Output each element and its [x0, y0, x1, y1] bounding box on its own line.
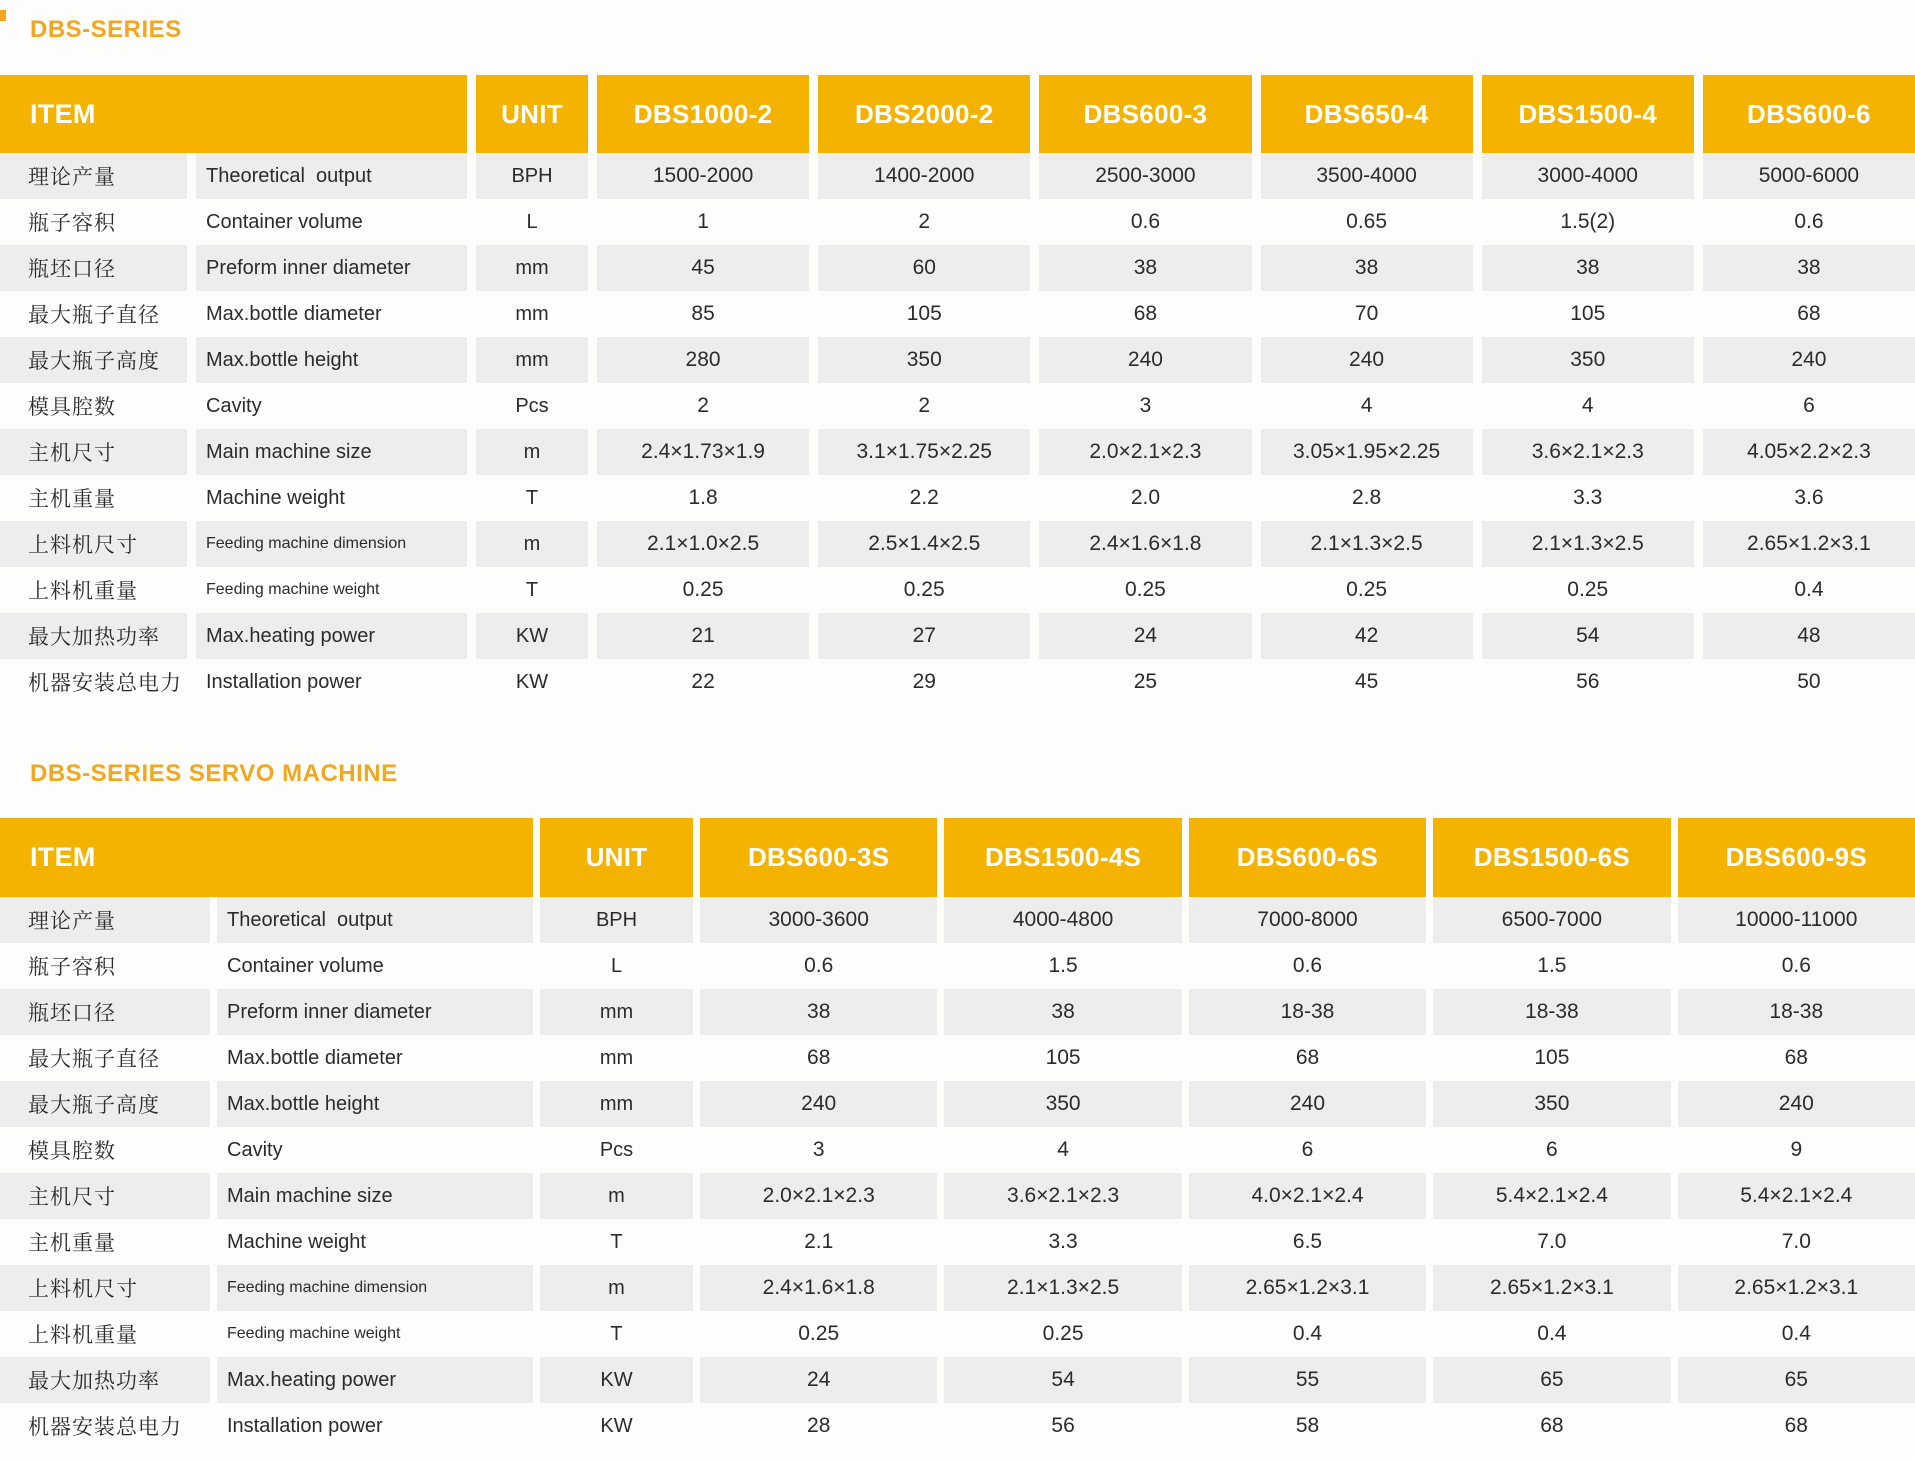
spec-value: 6	[1546, 1138, 1558, 1161]
spec-value: 38	[1703, 245, 1915, 291]
spec-value: 0.4	[1794, 578, 1824, 601]
spec-value: 1.5	[1048, 954, 1078, 977]
row-label-en: Installation power	[206, 670, 362, 693]
spec-value: 350	[1482, 337, 1694, 383]
row-label-zh: 机器安装总电力	[28, 672, 182, 695]
spec-value: 0.4	[1537, 1322, 1567, 1345]
spec-value: 350	[1433, 1081, 1670, 1127]
spec-value: 2.65×1.2×3.1	[1703, 521, 1915, 567]
spec-value: 4000-4800	[944, 897, 1181, 943]
spec-value: 105	[906, 302, 942, 325]
spec-value: 18-38	[1678, 989, 1915, 1035]
spec-value: 0.6	[1130, 210, 1161, 233]
row-unit: mm	[476, 245, 588, 291]
row-label-zh: 瓶坯口径	[0, 245, 187, 291]
spec-value: 68	[807, 1046, 831, 1069]
spec-value: 3.3	[1573, 486, 1603, 509]
spec-value: 2.65×1.2×3.1	[1678, 1265, 1915, 1311]
row-unit: KW	[540, 1357, 693, 1403]
spec-value: 9	[1790, 1138, 1803, 1161]
spec-value: 2.4×1.6×1.8	[1039, 521, 1251, 567]
spec-value: 3.05×1.95×2.25	[1261, 429, 1473, 475]
section-title-dbs-series: DBS-SERIES	[30, 16, 182, 43]
spec-value: 68	[1133, 302, 1158, 325]
spec-value: 38	[1261, 245, 1473, 291]
spec-value: 1.5(2)	[1560, 210, 1616, 233]
spec-value: 7.0	[1537, 1230, 1567, 1253]
row-unit: T	[610, 1322, 623, 1345]
spec-value: 58	[1295, 1414, 1320, 1437]
spec-value: 28	[807, 1414, 831, 1437]
item-header: ITEM	[0, 818, 533, 897]
row-unit: m	[540, 1265, 693, 1311]
spec-value: 0.25	[1346, 578, 1388, 601]
row-unit: mm	[540, 1081, 693, 1127]
spec-value: 0.6	[804, 954, 834, 977]
spec-value: 50	[1797, 670, 1821, 693]
spec-value: 60	[818, 245, 1030, 291]
spec-value: 0.25	[798, 1322, 840, 1345]
row-unit: mm	[599, 1046, 634, 1069]
model-header: DBS1500-4S	[944, 818, 1181, 897]
spec-value: 3.6	[1794, 486, 1824, 509]
spec-value: 2.8	[1351, 486, 1382, 509]
spec-value: 65	[1678, 1357, 1915, 1403]
spec-value: 5.4×2.1×2.4	[1433, 1173, 1670, 1219]
spec-value: 2.2	[909, 486, 939, 509]
spec-value: 56	[1051, 1414, 1075, 1437]
row-label-en: Theoretical output	[196, 153, 467, 199]
spec-value: 2.4×1.6×1.8	[700, 1265, 937, 1311]
spec-value: 1500-2000	[597, 153, 809, 199]
row-unit: T	[525, 578, 539, 601]
row-unit: mm	[476, 337, 588, 383]
spec-value: 1.8	[688, 486, 718, 509]
spec-value: 2.1×1.0×2.5	[597, 521, 809, 567]
spec-value: 29	[912, 670, 936, 693]
spec-value: 2.0	[1130, 486, 1161, 509]
spec-value: 2500-3000	[1039, 153, 1251, 199]
row-unit: KW	[476, 613, 588, 659]
row-label-en: Theoretical output	[217, 897, 533, 943]
row-unit: m	[540, 1173, 693, 1219]
spec-value: 21	[597, 613, 809, 659]
spec-value: 2.1×1.3×2.5	[1261, 521, 1473, 567]
unit-header: UNIT	[476, 75, 588, 153]
model-header: DBS600-9S	[1678, 818, 1915, 897]
spec-value: 240	[1039, 337, 1251, 383]
spec-value: 350	[944, 1081, 1181, 1127]
spec-value: 65	[1433, 1357, 1670, 1403]
spec-value: 2.1×1.3×2.5	[944, 1265, 1181, 1311]
unit-header: UNIT	[540, 818, 693, 897]
spec-value: 42	[1261, 613, 1473, 659]
spec-value: 1.5	[1537, 954, 1567, 977]
corner-accent-mark	[0, 10, 6, 21]
spec-value: 24	[1039, 613, 1251, 659]
row-label-en: Main machine size	[217, 1173, 533, 1219]
spec-value: 240	[1189, 1081, 1426, 1127]
row-label-en: Installation power	[227, 1414, 383, 1437]
spec-value: 5.4×2.1×2.4	[1678, 1173, 1915, 1219]
spec-value: 2.4×1.73×1.9	[597, 429, 809, 475]
row-label-zh: 上料机重量	[28, 1324, 138, 1347]
spec-value: 2.0×2.1×2.3	[1039, 429, 1251, 475]
spec-value: 3500-4000	[1261, 153, 1473, 199]
spec-value: 4.05×2.2×2.3	[1703, 429, 1915, 475]
row-label-zh: 瓶子容积	[28, 956, 116, 979]
row-label-zh: 理论产量	[0, 897, 210, 943]
row-label-en: Cavity	[206, 394, 262, 417]
spec-value: 3.6×2.1×2.3	[944, 1173, 1181, 1219]
spec-value: 105	[1570, 302, 1606, 325]
spec-value: 48	[1703, 613, 1915, 659]
spec-value: 0.6	[1794, 210, 1824, 233]
spec-value: 3.1×1.75×2.25	[818, 429, 1030, 475]
spec-value: 18-38	[1189, 989, 1426, 1035]
row-label-zh: 上料机尺寸	[0, 1265, 210, 1311]
spec-value: 6	[1803, 394, 1815, 417]
spec-value: 2	[918, 210, 931, 233]
spec-value: 45	[597, 245, 809, 291]
spec-value: 3	[1139, 394, 1152, 417]
model-header: DBS600-3S	[700, 818, 937, 897]
spec-table-dbs-series	[0, 75, 1915, 705]
row-label-zh: 瓶坯口径	[0, 989, 210, 1035]
spec-value: 0.25	[1042, 1322, 1084, 1345]
spec-value: 54	[944, 1357, 1181, 1403]
spec-value: 0.25	[1567, 578, 1609, 601]
spec-value: 1400-2000	[818, 153, 1030, 199]
spec-value: 4	[1581, 394, 1594, 417]
row-label-en: Cavity	[227, 1138, 283, 1161]
row-label-en: Feeding machine weight	[227, 1325, 401, 1342]
spec-value: 3.3	[1048, 1230, 1078, 1253]
spec-value: 18-38	[1433, 989, 1670, 1035]
row-unit: Pcs	[515, 394, 549, 417]
row-label-zh: 最大瓶子高度	[0, 337, 187, 383]
spec-value: 7.0	[1781, 1230, 1811, 1253]
spec-value: 45	[1354, 670, 1379, 693]
spec-value: 2	[697, 394, 709, 417]
model-header: DBS650-4	[1261, 75, 1473, 153]
row-label-zh: 主机重量	[28, 1232, 116, 1255]
spec-value: 68	[1784, 1414, 1808, 1437]
spec-value: 38	[1482, 245, 1694, 291]
spec-value: 25	[1133, 670, 1158, 693]
row-label-en: Max.bottle diameter	[206, 302, 382, 325]
spec-value: 7000-8000	[1189, 897, 1426, 943]
row-unit: mm	[515, 302, 549, 325]
row-unit: KW	[600, 1414, 633, 1437]
row-label-zh: 主机尺寸	[0, 429, 187, 475]
spec-value: 1	[697, 210, 709, 233]
row-label-en: Main machine size	[196, 429, 467, 475]
spec-value: 6.5	[1292, 1230, 1323, 1253]
row-unit: T	[610, 1230, 623, 1253]
spec-value: 350	[818, 337, 1030, 383]
spec-value: 5000-6000	[1703, 153, 1915, 199]
spec-value: 70	[1354, 302, 1379, 325]
spec-value: 4.0×2.1×2.4	[1189, 1173, 1426, 1219]
row-label-en: Preform inner diameter	[217, 989, 533, 1035]
spec-value: 2	[918, 394, 931, 417]
row-unit: L	[526, 210, 538, 233]
model-header: DBS1500-6S	[1433, 818, 1670, 897]
spec-value: 22	[691, 670, 715, 693]
row-unit: T	[525, 486, 539, 509]
row-label-en: Preform inner diameter	[196, 245, 467, 291]
spec-value: 55	[1189, 1357, 1426, 1403]
row-label-zh: 理论产量	[0, 153, 187, 199]
row-label-en: Feeding machine dimension	[196, 521, 467, 567]
spec-value: 85	[691, 302, 715, 325]
spec-value: 38	[1039, 245, 1251, 291]
model-header: DBS1000-2	[597, 75, 809, 153]
spec-value: 105	[1045, 1046, 1081, 1069]
row-label-zh: 最大瓶子高度	[0, 1081, 210, 1127]
spec-value: 0.4	[1781, 1322, 1811, 1345]
row-label-en: Max.bottle height	[217, 1081, 533, 1127]
item-header: ITEM	[0, 75, 467, 153]
spec-value: 0.25	[1124, 578, 1166, 601]
row-label-zh: 机器安装总电力	[28, 1416, 182, 1439]
spec-value: 38	[944, 989, 1181, 1035]
spec-value: 2.1×1.3×2.5	[1482, 521, 1694, 567]
row-label-zh: 上料机尺寸	[0, 521, 187, 567]
spec-value: 68	[1540, 1414, 1564, 1437]
spec-value: 0.6	[1781, 954, 1811, 977]
row-label-zh: 主机重量	[28, 488, 116, 511]
spec-value: 68	[1784, 1046, 1808, 1069]
row-unit: m	[476, 521, 588, 567]
row-label-zh: 模具腔数	[28, 396, 116, 419]
row-unit: Pcs	[599, 1138, 634, 1161]
spec-value: 4	[1360, 394, 1373, 417]
row-label-en: Container volume	[206, 210, 363, 233]
row-label-en: Feeding machine dimension	[217, 1265, 533, 1311]
spec-value: 27	[818, 613, 1030, 659]
row-label-zh: 模具腔数	[28, 1140, 116, 1163]
row-label-en: Max.bottle diameter	[227, 1046, 403, 1069]
spec-value: 10000-11000	[1678, 897, 1915, 943]
spec-value: 0.6	[1292, 954, 1323, 977]
spec-value: 38	[700, 989, 937, 1035]
spec-value: 4	[1057, 1138, 1069, 1161]
spec-value: 105	[1534, 1046, 1570, 1069]
row-label-zh: 上料机重量	[28, 580, 138, 603]
spec-value: 3000-4000	[1482, 153, 1694, 199]
spec-value: 3	[812, 1138, 825, 1161]
spec-value: 2.1	[804, 1230, 834, 1253]
row-label-en: Container volume	[227, 954, 384, 977]
spec-value: 280	[597, 337, 809, 383]
row-unit: KW	[515, 670, 549, 693]
spec-value: 3.6×2.1×2.3	[1482, 429, 1694, 475]
spec-value: 24	[700, 1357, 937, 1403]
spec-table-dbs-series-servo	[0, 818, 1915, 1449]
row-label-en: Max.heating power	[217, 1357, 533, 1403]
row-label-en: Max.heating power	[196, 613, 467, 659]
section-title-dbs-series-servo: DBS-SERIES SERVO MACHINE	[30, 760, 398, 787]
spec-value: 2.5×1.4×2.5	[818, 521, 1030, 567]
model-header: DBS600-6	[1703, 75, 1915, 153]
spec-value: 2.0×2.1×2.3	[700, 1173, 937, 1219]
spec-value: 68	[1295, 1046, 1320, 1069]
spec-value: 240	[1678, 1081, 1915, 1127]
spec-value: 2.65×1.2×3.1	[1433, 1265, 1670, 1311]
model-header: DBS600-6S	[1189, 818, 1426, 897]
row-label-en: Machine weight	[206, 486, 345, 509]
spec-value: 68	[1797, 302, 1821, 325]
spec-value: 240	[1703, 337, 1915, 383]
row-label-en: Machine weight	[227, 1230, 366, 1253]
row-label-en: Max.bottle height	[196, 337, 467, 383]
spec-value: 0.25	[682, 578, 724, 601]
spec-value: 0.25	[903, 578, 945, 601]
model-header: DBS1500-4	[1482, 75, 1694, 153]
row-unit: mm	[540, 989, 693, 1035]
row-label-zh: 最大瓶子直径	[28, 304, 160, 327]
row-label-zh: 瓶子容积	[28, 212, 116, 235]
spec-value: 240	[700, 1081, 937, 1127]
spec-value: 2.65×1.2×3.1	[1189, 1265, 1426, 1311]
model-header: DBS600-3	[1039, 75, 1251, 153]
row-label-zh: 最大加热功率	[0, 1357, 210, 1403]
row-label-zh: 最大加热功率	[0, 613, 187, 659]
row-label-zh: 主机尺寸	[0, 1173, 210, 1219]
row-unit: L	[610, 954, 623, 977]
model-header: DBS2000-2	[818, 75, 1030, 153]
spec-value: 56	[1576, 670, 1600, 693]
spec-value: 240	[1261, 337, 1473, 383]
row-unit: m	[476, 429, 588, 475]
spec-value: 54	[1482, 613, 1694, 659]
spec-value: 0.4	[1292, 1322, 1323, 1345]
spec-value: 3000-3600	[700, 897, 937, 943]
spec-value: 6	[1301, 1138, 1314, 1161]
row-unit: BPH	[540, 897, 693, 943]
row-label-zh: 最大瓶子直径	[28, 1048, 160, 1071]
row-label-en: Feeding machine weight	[206, 581, 380, 598]
spec-value: 6500-7000	[1433, 897, 1670, 943]
row-unit: BPH	[476, 153, 588, 199]
spec-value: 0.65	[1346, 210, 1388, 233]
